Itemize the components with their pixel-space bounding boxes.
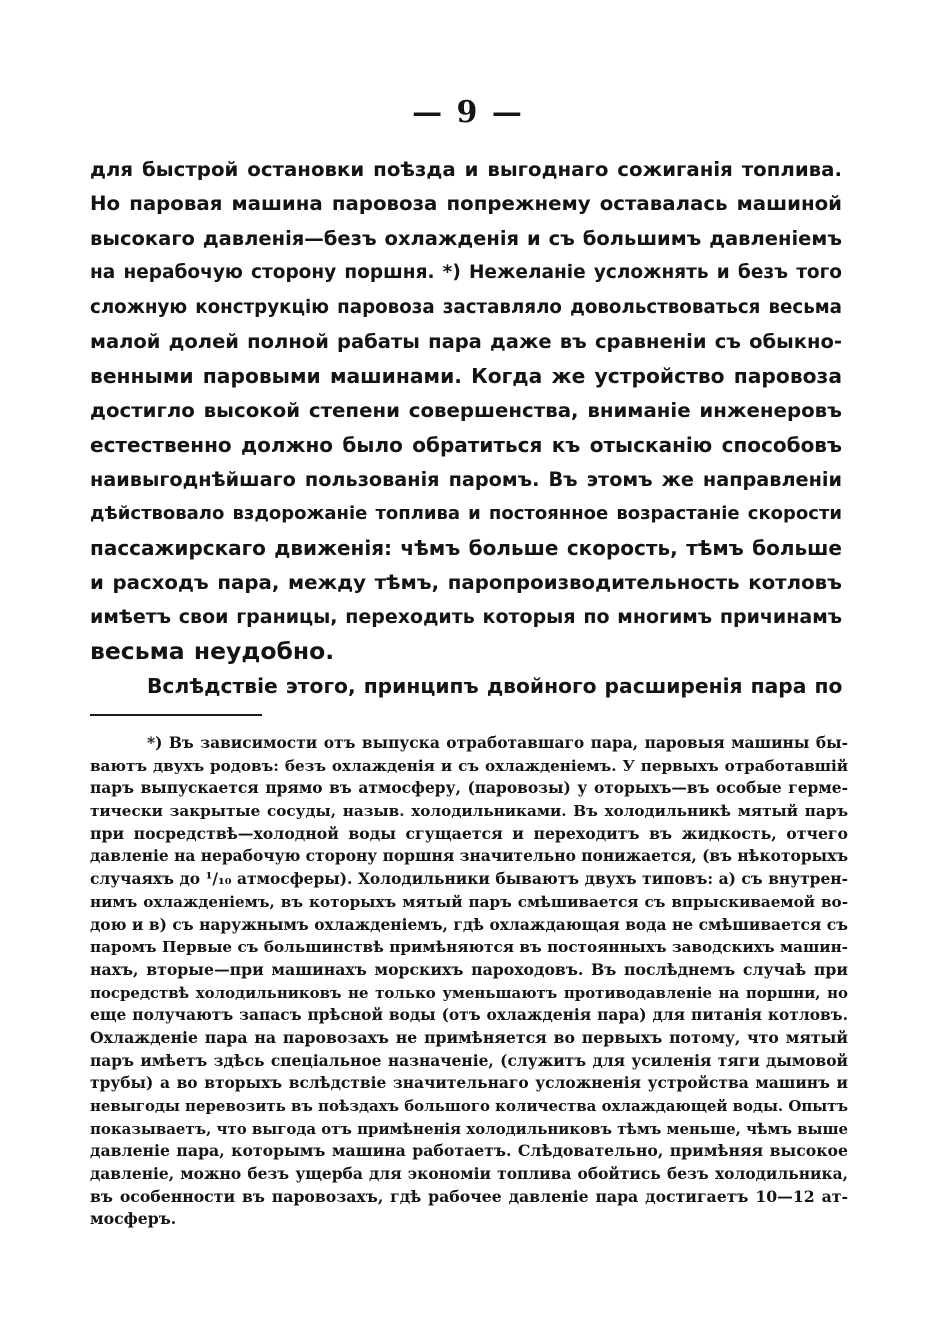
body-line: венными паровыми машинами. Когда же устройство паровоза — [90, 364, 842, 389]
footnote-line: показываетъ, что выгода отъ примѣненія холодильниковъ тѣмъ меньше, чѣмъ выше — [90, 1119, 848, 1138]
body-line: и расходъ пара, между тѣмъ, паропроизводительность котловъ — [90, 570, 842, 594]
footnote-line: трубы) а во вторыхъ вслѣдствіе значительнаго усложненія устройства машинъ и — [90, 1073, 848, 1093]
body-line: на нерабочую сторону поршня. *) Нежеланіе усложнять и безъ того — [90, 262, 842, 284]
footnote-line: нахъ, вторые—при машинахъ морскихъ пароходовъ. Въ послѣднемъ случаѣ при — [90, 959, 848, 979]
body-line: наивыгоднѣйшаго пользованія паромъ. Въ этомъ же направленіи — [90, 467, 842, 491]
footnote-line: тически закрытые сосуды, назыв. холодильниками. Въ холодильникѣ мятый паръ — [90, 802, 848, 821]
footnote-line: паръ имѣетъ здѣсь спеціальное назначеніе, (служитъ для усиленія тяги дымовой — [90, 1050, 848, 1070]
body-line: Но паровая машина паровоза попрежнему оставалась машиной — [90, 192, 842, 216]
footnote-line: въ особенности въ паровозахъ, гдѣ рабочее давленіе пара достигаетъ 10—12 ат- — [90, 1186, 848, 1206]
footnote-line: *) Въ зависимости отъ выпуска отработавшаго пара, паровыя машины бы- — [147, 733, 848, 752]
main-text — [90, 153, 842, 703]
footnote-line: нимъ охлажденіемъ, въ которыхъ мятый паръ смѣшивается съ впрыскиваемой во- — [90, 892, 848, 911]
body-line: достигло высокой степени совершенства, вниманіе инженеровъ — [90, 398, 842, 422]
body-line: для быстрой остановки поѣзда и выгоднаго сожиганія топлива. — [90, 158, 842, 181]
footnote-line: паръ выпускается прямо въ атмосферу, (паровозы) у оторыхъ—въ особые герме- — [90, 778, 848, 798]
body-line: дѣйствовало вздорожаніе топлива и постоянное возрастаніе скорости — [90, 502, 842, 524]
page-number: — 9 — — [412, 95, 524, 130]
footnote-line: еще получаютъ запасъ прѣсной воды (отъ охлажденія пара) для питанія котловъ. — [90, 1005, 848, 1025]
footnote-separator — [90, 714, 262, 716]
body-line: имѣетъ свои границы, переходить которыя по многимъ причинамъ — [90, 606, 842, 629]
body-line: высокаго давленія—безъ охлажденія и съ большимъ давленіемъ — [90, 226, 842, 250]
footnote-line: давленіе, можно безъ ущерба для экономіи топлива обойтись безъ холодильника, — [90, 1164, 848, 1184]
footnote-line: случаяхъ до ¹/₁₀ атмосферы). Холодильники бываютъ двухъ типовъ: а) съ внутрен- — [90, 869, 848, 889]
body-line: малой долей полной рабаты пара даже въ сравненіи съ обыкно- — [90, 329, 842, 353]
footnote-line: Охлажденіе пара на паровозахъ не примѣняется во первыхъ потому, что мятый — [90, 1027, 848, 1047]
footnote-line: паромъ Первые съ большинствѣ примѣняются въ постоянныхъ заводскихъ машин- — [90, 938, 848, 957]
footnote — [90, 732, 848, 1231]
body-line: весьма неудобно. — [90, 637, 335, 666]
body-line: естественно должно было обратиться къ отысканію способовъ — [90, 433, 842, 458]
body-line: сложную конструкцію паровоза заставляло довольствоваться весьма — [90, 296, 842, 318]
footnote-line: дою и в) съ наружнымъ охлажденіемъ, гдѣ охлаждающая вода не смѣшивается съ — [90, 914, 848, 934]
footnote-line: невыгоды перевозить въ поѣздахъ большого количества охлаждающей воды. Опытъ — [90, 1097, 848, 1115]
footnote-line: посредствѣ холодильниковъ не только уменьшаютъ противодавленіе на поршни, но — [90, 983, 848, 1002]
footnote-line: давленіе пара, которымъ машина работаетъ. Слѣдовательно, примѣняя высокое — [90, 1141, 848, 1161]
body-line: пассажирскаго движенія: чѣмъ больше скорость, тѣмъ больше — [90, 536, 842, 561]
footnote-line: при посредствѣ—холодной воды сгущается и переходитъ въ жидкость, отчего — [90, 823, 848, 843]
footnote-line: ваютъ двухъ родовъ: безъ охлажденія и съ охлажденіемъ. У первыхъ отработавшій — [90, 756, 848, 775]
footnote-line: мосферъ. — [90, 1209, 177, 1229]
body-line: Вслѣдствіе этого, принципъ двойного расширенія пара по — [147, 673, 842, 698]
footnote-line: давленіе на нерабочую сторону поршня значительно понижается, (въ нѣкоторыхъ — [90, 846, 848, 866]
